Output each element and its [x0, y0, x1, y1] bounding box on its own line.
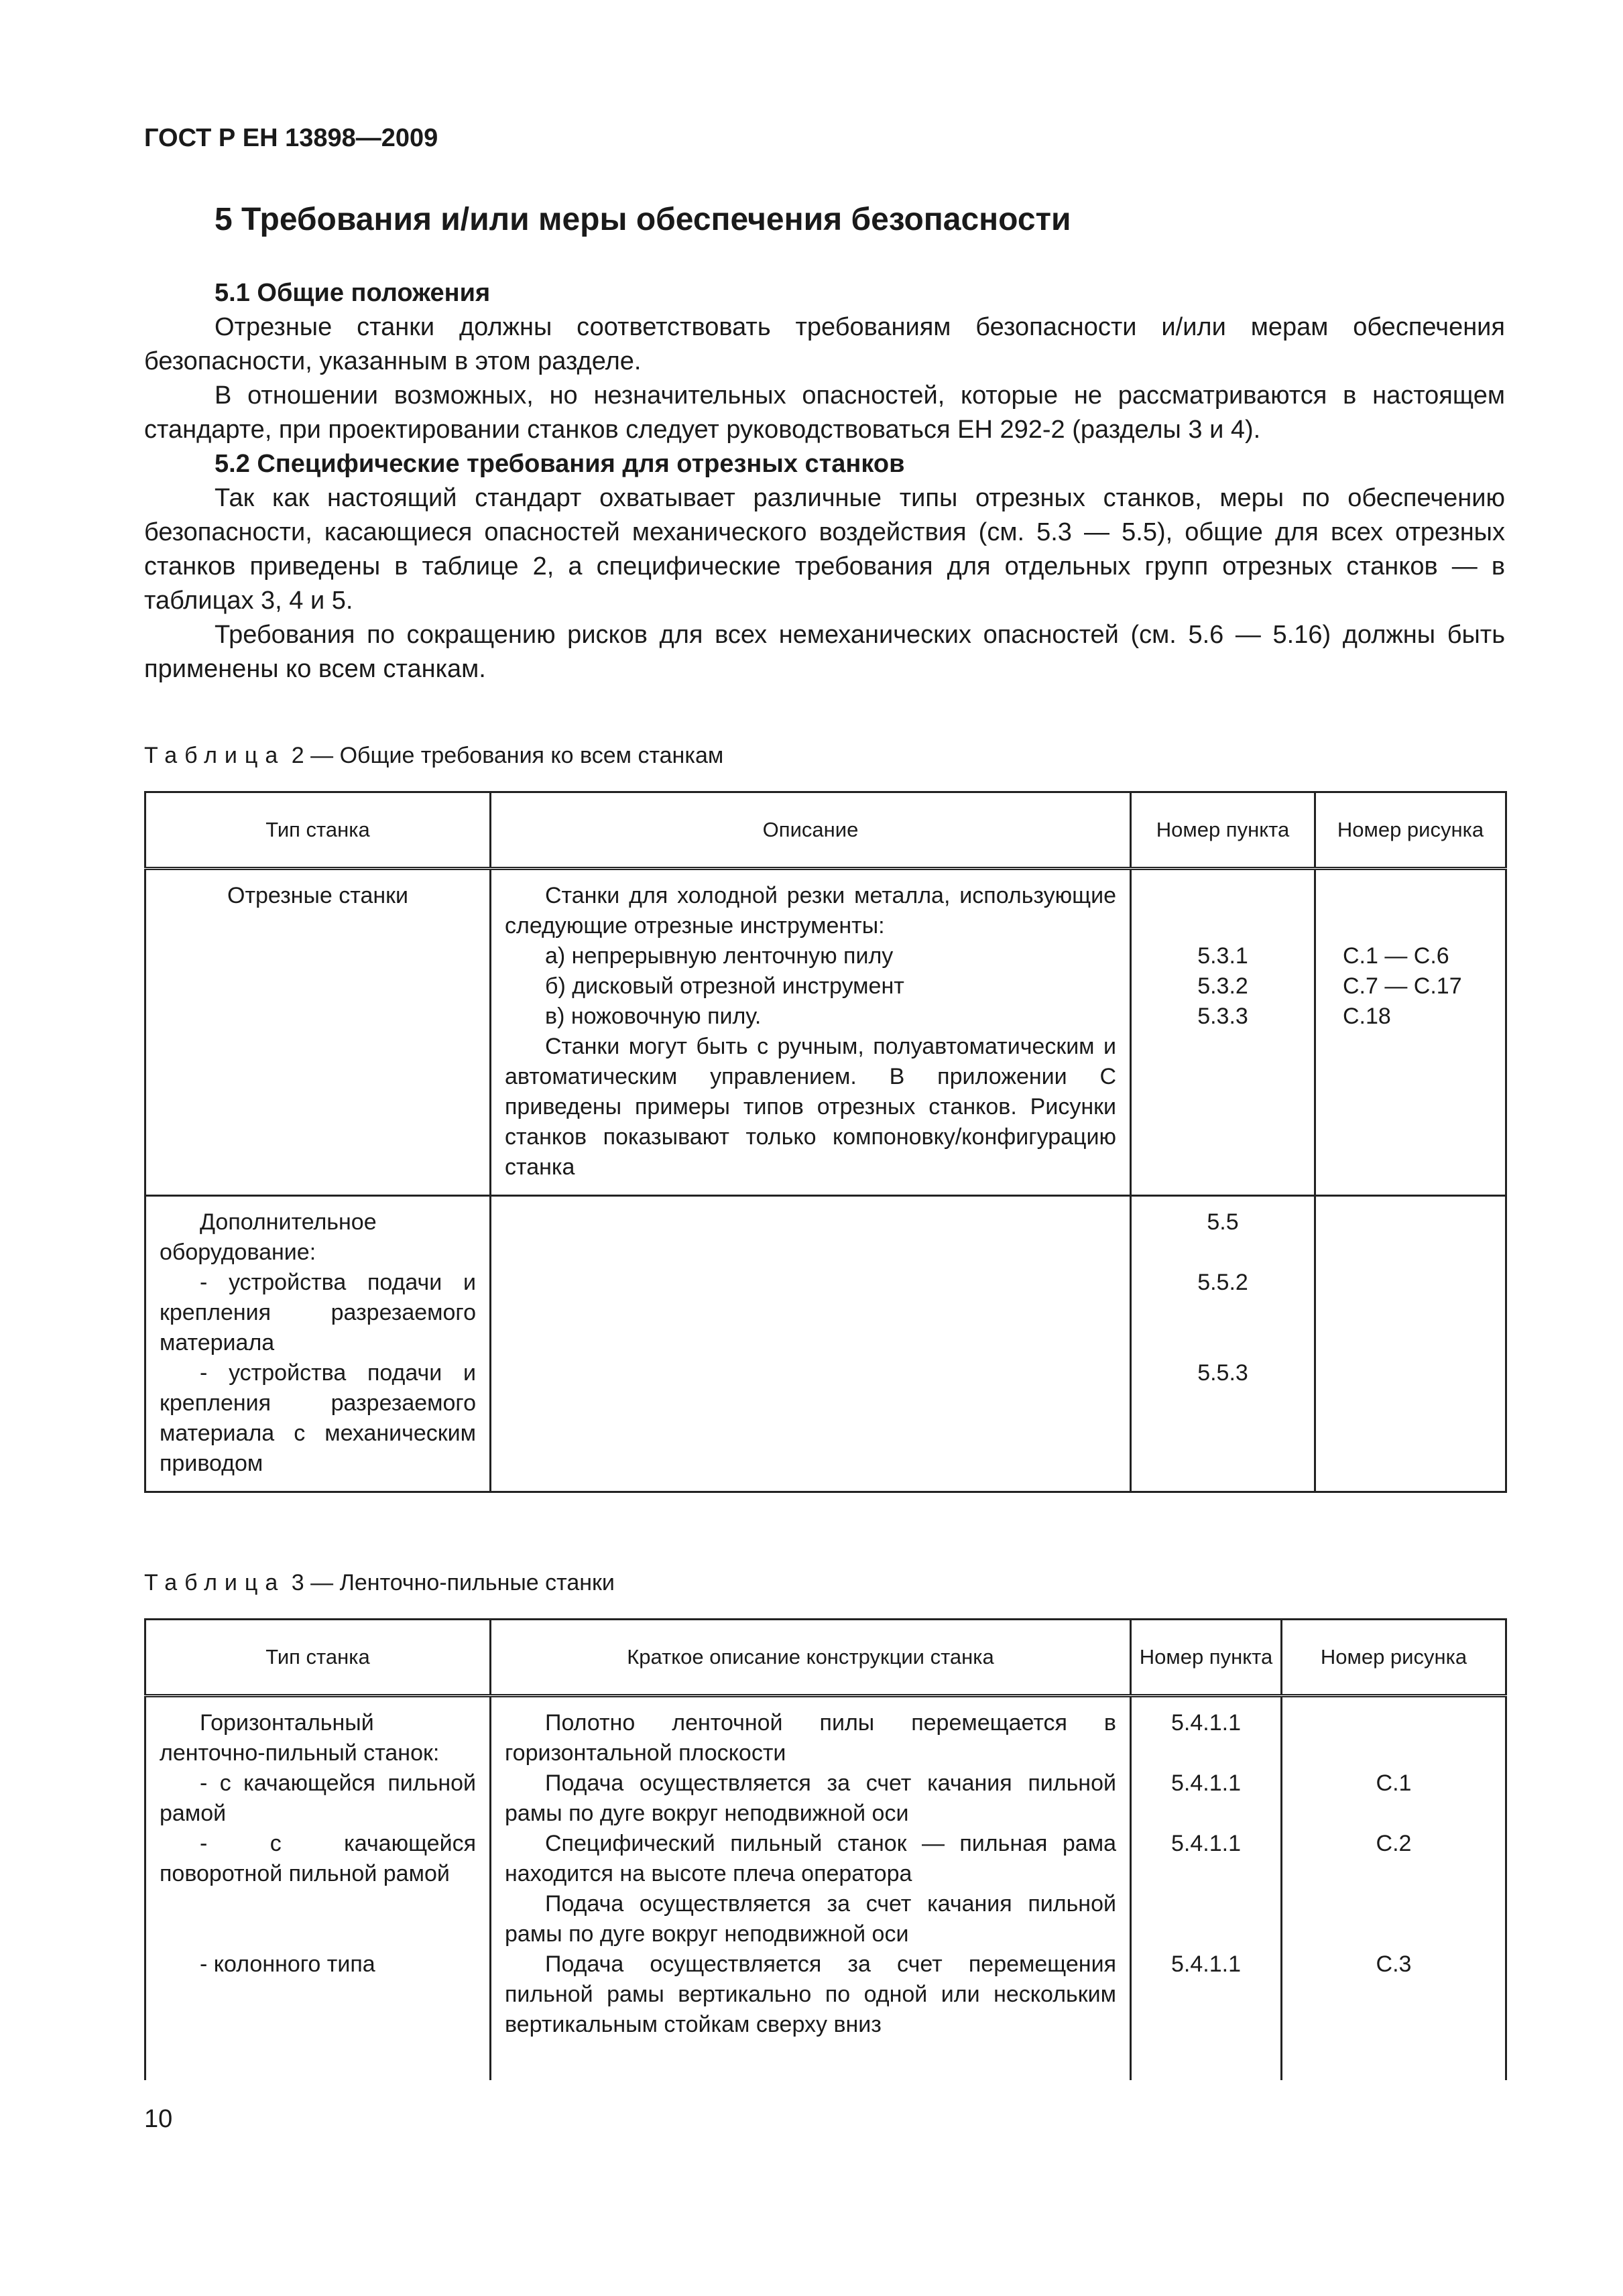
cell-text: С.3	[1376, 1951, 1412, 1977]
cell-text: в) ножовочную пилу.	[545, 1004, 762, 1029]
cell-text: Дополнительное оборудование:	[160, 1209, 377, 1265]
cell-figure	[1282, 1889, 1506, 1949]
cell-text: Отрезные станки	[227, 883, 408, 908]
table-row	[145, 1889, 1506, 1949]
cell-description	[491, 1768, 1131, 1829]
cell-text: 5.3.3	[1197, 1004, 1248, 1029]
cell-description	[491, 1889, 1131, 1949]
cell-text: С.2	[1376, 1831, 1412, 1856]
table-caption-text: 2 — Общие требования ко всем станкам	[291, 743, 724, 768]
cell-description	[491, 1829, 1131, 1889]
table-row	[145, 1196, 1506, 1492]
cell-machine-type	[145, 1949, 491, 2080]
cell-clause	[1131, 1889, 1282, 1949]
cell-figure	[1315, 1196, 1506, 1492]
cell-machine-type	[145, 1768, 491, 1829]
subsection-5-1-title: 5.1 Общие положения	[215, 279, 491, 307]
cell-clause	[1131, 869, 1315, 1196]
cell-figure	[1282, 1949, 1506, 2080]
page-number: 10	[144, 2105, 173, 2133]
table-header-row	[145, 1620, 1506, 1696]
subsection-5-1-paragraph-2: В отношении возможных, но незначительных опасностей, которые не рассматриваются в настоящем стандарте, при проектировании станков следует руководствоваться ЕН 292-2 (разделы 3 и 4).	[144, 381, 1505, 444]
cell-text: 5.5.3	[1197, 1360, 1248, 1386]
cell-text: - устройства подачи и крепления разрезаемого материала	[160, 1270, 476, 1355]
cell-text: 5.5.2	[1197, 1270, 1248, 1295]
cell-machine-type	[145, 1829, 491, 1889]
section-heading: 5 Требования и/или меры обеспечения безопасности	[215, 202, 1071, 237]
cell-text: 5.4.1.1	[1171, 1831, 1241, 1856]
cell-figure	[1315, 869, 1506, 1196]
cell-clause	[1131, 1949, 1282, 2080]
header-clause-number: Номер пункта	[1131, 792, 1315, 869]
table-2-caption	[144, 743, 723, 769]
cell-figure	[1282, 1829, 1506, 1889]
table-3-caption	[144, 1570, 615, 1596]
table-caption-word: Таблица	[144, 1570, 286, 1595]
header-machine-type: Тип станка	[145, 1620, 491, 1696]
cell-text: Специфический пильный станок — пильная рама находится на высоте плеча оператора	[505, 1831, 1116, 1886]
table-2	[144, 791, 1507, 1493]
cell-text: Полотно ленточной пилы перемещается в горизонтальной плоскости	[505, 1710, 1116, 1766]
cell-clause	[1131, 1768, 1282, 1829]
table-row	[145, 1829, 1506, 1889]
cell-clause	[1131, 1196, 1315, 1492]
cell-text: 5.3.1	[1197, 943, 1248, 969]
cell-text: С.1 — С.6	[1343, 943, 1449, 969]
section-body	[144, 276, 1505, 686]
subsection-5-2-paragraph-2: Требования по сокращению рисков для всех немеханических опасностей (см. 5.6 — 5.16) должны быть применены ко всем станкам.	[144, 621, 1505, 683]
cell-text: Подача осуществляется за счет качания пильной рамы по дуге вокруг неподвижной оси	[505, 1770, 1116, 1826]
cell-text: 5.4.1.1	[1171, 1770, 1241, 1796]
cell-text: б) дисковый отрезной инструмент	[545, 973, 904, 999]
header-description: Описание	[491, 792, 1131, 869]
cell-text: 5.5	[1207, 1209, 1239, 1235]
cell-clause	[1131, 1696, 1282, 1769]
cell-machine-type	[145, 1889, 491, 1949]
cell-figure	[1282, 1696, 1506, 1769]
subsection-5-1-paragraph-1: Отрезные станки должны соответствовать требованиям безопасности и/или мерам обеспечения безопасности, указанным в этом разделе.	[144, 313, 1505, 375]
cell-figure	[1282, 1768, 1506, 1829]
table-header-row	[145, 792, 1506, 869]
cell-text: 5.4.1.1	[1171, 1710, 1241, 1736]
header-clause-number: Номер пункта	[1131, 1620, 1282, 1696]
cell-text: - колонного типа	[200, 1951, 375, 1977]
header-figure-number: Номер рисунка	[1315, 792, 1506, 869]
cell-text: 5.3.2	[1197, 973, 1248, 999]
cell-description	[491, 869, 1131, 1196]
header-machine-type: Тип станка	[145, 792, 491, 869]
cell-description	[491, 1196, 1131, 1492]
cell-text: - устройства подачи и крепления разрезаемого материала с механическим приводом	[160, 1360, 476, 1476]
standard-code: ГОСТ Р ЕН 13898—2009	[144, 124, 438, 152]
cell-description	[491, 1696, 1131, 1769]
cell-text: Горизонтальный ленточно-пильный станок:	[160, 1710, 440, 1766]
cell-text: Подача осуществляется за счет качания пильной рамы по дуге вокруг неподвижной оси	[505, 1891, 1116, 1947]
table-row	[145, 869, 1506, 1196]
table-row	[145, 1768, 1506, 1829]
cell-text: Станки для холодной резки металла, использующие следующие отрезные инструменты:	[505, 883, 1116, 939]
cell-text: С.7 — С.17	[1343, 973, 1462, 999]
cell-machine-type	[145, 1196, 491, 1492]
table-caption-word: Таблица	[144, 743, 286, 768]
subsection-5-2-title: 5.2 Специфические требования для отрезных станков	[215, 450, 905, 478]
cell-text: С.18	[1343, 1004, 1391, 1029]
cell-text: Станки могут быть с ручным, полуавтоматическим и автоматическим управлением. В приложении С приведены примеры типов отрезных станков. Рисунки станков показывают только компоновку/конфигурацию станка	[505, 1034, 1116, 1180]
subsection-5-2-paragraph-1: Так как настоящий стандарт охватывает различные типы отрезных станков, меры по обеспечению безопасности, касающиеся опасностей механического воздействия (см. 5.3 — 5.5), общие для всех отрезных станков приведены в таблице 2, а специфические требования для отдельных групп отрезных станков — в таблицах 3, 4 и 5.	[144, 484, 1505, 615]
cell-text: С.1	[1376, 1770, 1412, 1796]
cell-text: 5.4.1.1	[1171, 1951, 1241, 1977]
cell-clause	[1131, 1829, 1282, 1889]
header-figure-number: Номер рисунка	[1282, 1620, 1506, 1696]
cell-text: а) непрерывную ленточную пилу	[545, 943, 894, 969]
table-3-body	[145, 1696, 1506, 2081]
cell-description	[491, 1949, 1131, 2080]
header-description: Краткое описание конструкции станка	[491, 1620, 1131, 1696]
cell-machine-type	[145, 869, 491, 1196]
table-row	[145, 1696, 1506, 1769]
table-3	[144, 1618, 1507, 2080]
cell-machine-type	[145, 1696, 491, 1769]
table-row	[145, 1949, 1506, 2080]
table-caption-text: 3 — Ленточно-пильные станки	[291, 1570, 615, 1595]
cell-text: - с качающейся пильной рамой	[160, 1770, 476, 1826]
cell-text: - с качающейся поворотной пильной рамой	[160, 1831, 476, 1886]
cell-text: Подача осуществляется за счет перемещения пильной рамы вертикально по одной или нескольким вертикальным стойкам сверху вниз	[505, 1951, 1116, 2037]
